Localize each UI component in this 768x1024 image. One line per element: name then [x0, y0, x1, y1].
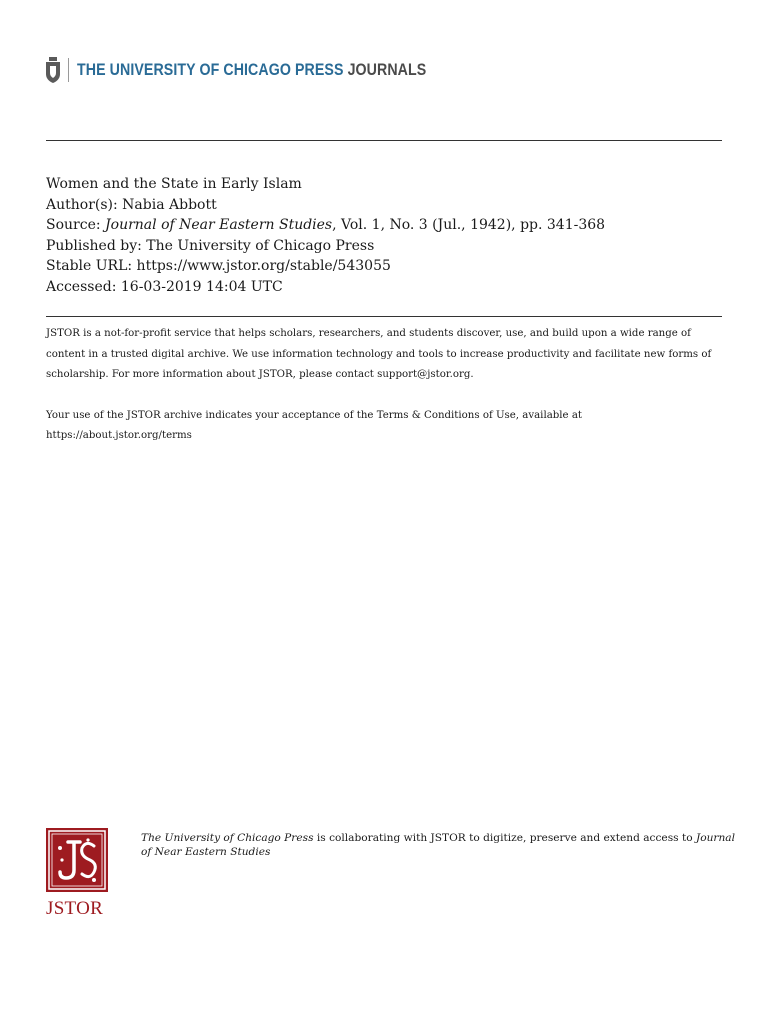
article-stable-url: [46, 256, 605, 277]
collaboration-text: [141, 832, 741, 859]
jstor-wordmark: JSTOR: [46, 898, 104, 919]
university-seal-icon: [44, 57, 62, 83]
article-title: Women and the State in Early Islam: [46, 176, 302, 192]
top-divider: [46, 140, 722, 141]
publisher-value: The University of Chicago Press: [146, 237, 375, 254]
jstor-footer-logo: [46, 828, 108, 920]
jstor-notice: [46, 324, 726, 447]
accessed-label: Accessed:: [46, 278, 121, 295]
article-publisher: [46, 236, 605, 257]
middle-divider: [46, 316, 722, 317]
authors-label: Author(s):: [46, 196, 123, 213]
published-label: Published by:: [46, 237, 147, 254]
accessed-value: 16-03-2019 14:04 UTC: [120, 278, 283, 295]
publisher-header: [44, 56, 483, 84]
stable-url-label: Stable URL:: [46, 258, 137, 274]
collab-journal: Journal of Near Eastern Studies: [141, 832, 735, 858]
authors-value: Nabia Abbott: [122, 196, 217, 213]
collaboration-statement: [141, 832, 741, 859]
source-journal: Journal of Near Eastern Studies: [105, 217, 333, 233]
notice-paragraph-2: Your use of the JSTOR archive indicates your acceptance of the Terms & Conditions of Use, available at https://about.jstor.org/terms: [46, 409, 582, 441]
press-name-journals: JOURNALS: [347, 60, 427, 79]
stable-url-link[interactable]: https://www.jstor.org/stable/543055: [136, 258, 391, 274]
source-details: , Vol. 1, No. 3 (Jul., 1942), pp. 341-368: [332, 217, 606, 233]
header-divider: [68, 58, 69, 82]
jstor-logo-icon: [46, 828, 108, 892]
article-authors: [46, 195, 605, 216]
article-source: [46, 215, 605, 236]
article-accessed: [46, 277, 605, 298]
press-name: [77, 61, 426, 80]
collab-publisher: The University of Chicago Press: [141, 832, 314, 844]
collab-body: is collaborating with JSTOR to digitize, preserve and extend access to: [313, 832, 696, 844]
press-name-main: THE UNIVERSITY OF CHICAGO PRESS: [77, 60, 344, 79]
source-label: Source:: [46, 217, 106, 233]
article-metadata: [46, 174, 605, 297]
notice-paragraph-1: JSTOR is a not-for-profit service that helps scholars, researchers, and students discover, use, and build upon a wide range of content in a trusted digital archive. We use information technology and tools to increase productivity and facilitate new forms of scholarship. For more information about JSTOR, please contact support@jstor.org.: [46, 328, 712, 380]
